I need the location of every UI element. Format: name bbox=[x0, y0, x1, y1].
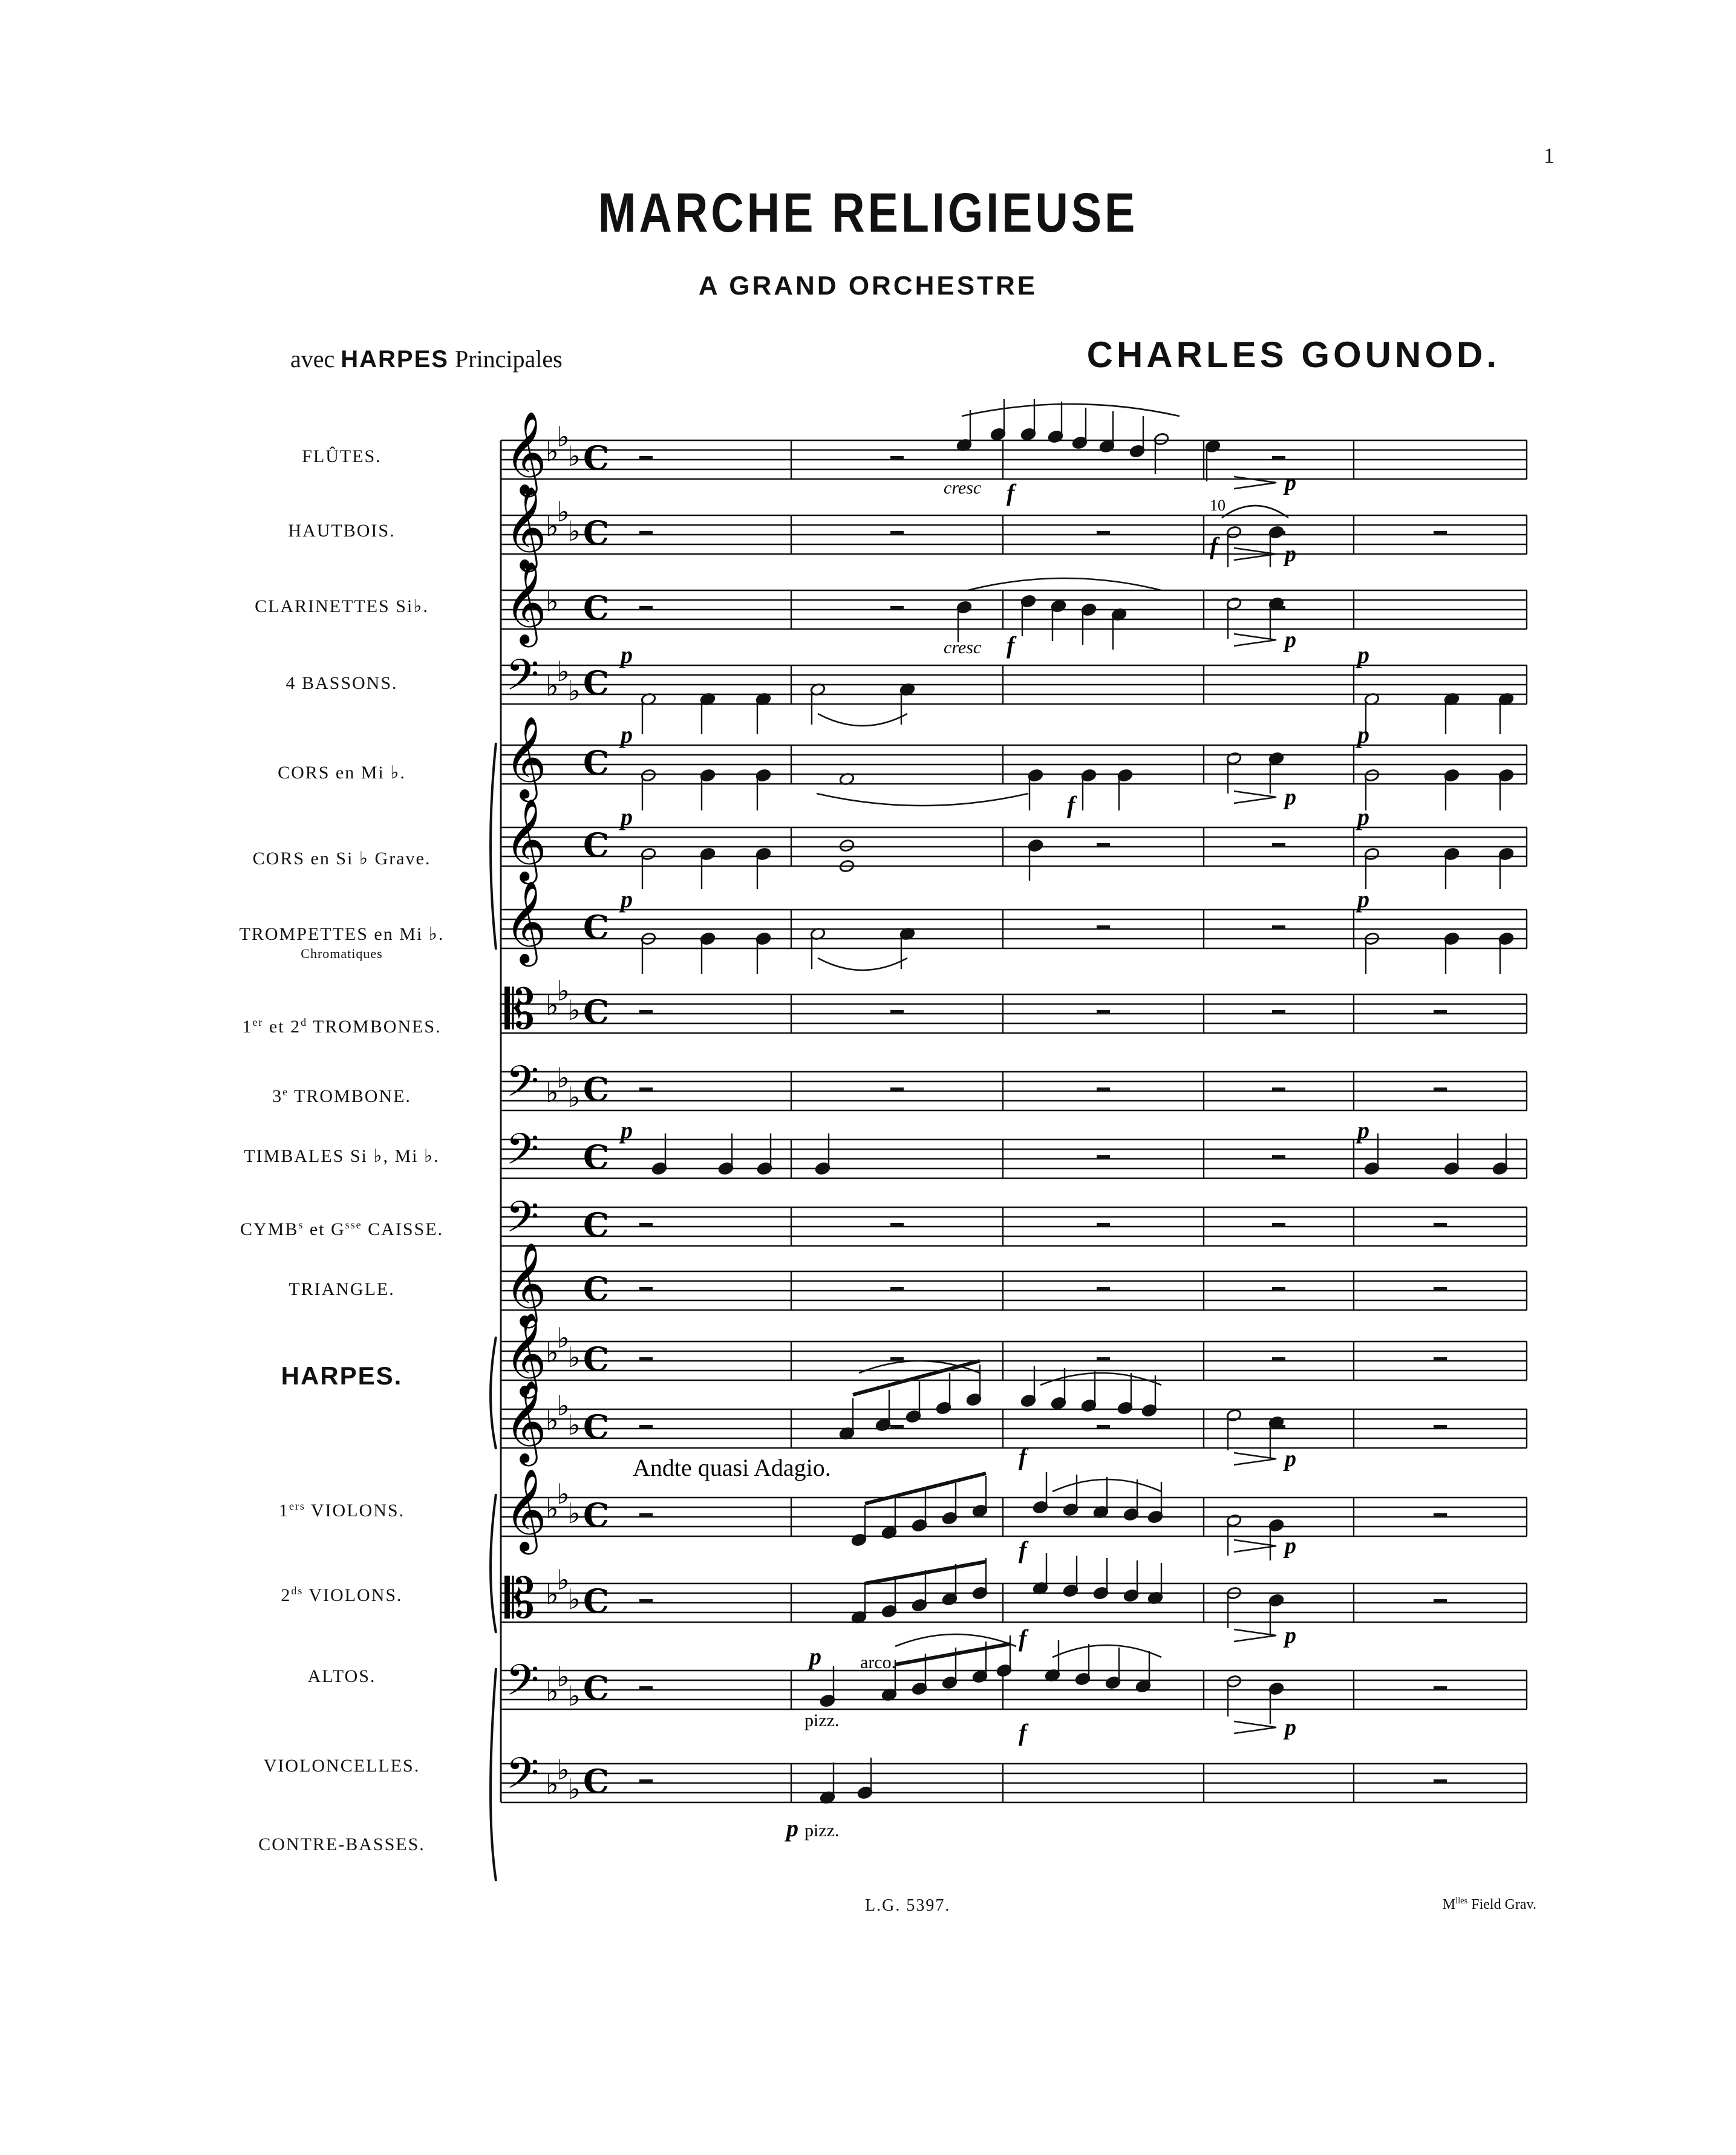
dynamic-p: p bbox=[1285, 1623, 1296, 1648]
whole-rest bbox=[639, 606, 653, 610]
note bbox=[1226, 752, 1242, 794]
harp-brace bbox=[491, 1337, 496, 1449]
whole-rest bbox=[1434, 531, 1447, 535]
note bbox=[1072, 408, 1088, 449]
note bbox=[1123, 1479, 1139, 1521]
staff bbox=[501, 1192, 1527, 1253]
dedication-suffix: Principales bbox=[454, 345, 563, 373]
alto-clef-icon: 𝄡 bbox=[504, 978, 535, 1042]
note bbox=[755, 693, 771, 734]
whole-rest bbox=[1097, 1010, 1110, 1014]
whole-rest bbox=[1272, 1357, 1285, 1361]
treble-clef-icon: 𝄞 bbox=[504, 1379, 547, 1462]
pizz-marking: pizz. bbox=[804, 1710, 840, 1730]
bass-clef-icon: 𝄢 bbox=[506, 1124, 540, 1185]
note bbox=[1226, 597, 1242, 639]
dynamic-p: p bbox=[1285, 627, 1296, 653]
whole-rest bbox=[1434, 1287, 1447, 1291]
staff bbox=[501, 1749, 1527, 1809]
common-time-icon: C bbox=[583, 438, 609, 477]
dynamic-p: p bbox=[1285, 1715, 1296, 1740]
instrument-label: CONTRE-BASSES. bbox=[258, 1834, 425, 1854]
dynamic-f: f bbox=[1019, 1443, 1027, 1470]
note bbox=[1226, 1514, 1242, 1556]
flat-sign-icon: ♭ bbox=[556, 974, 570, 1007]
common-time-icon: C bbox=[583, 1340, 609, 1378]
bass-clef-icon: 𝄢 bbox=[506, 1749, 540, 1809]
flat-sign-icon: ♭ bbox=[556, 1061, 570, 1094]
violins-bracket bbox=[491, 1494, 496, 1633]
whole-rest bbox=[1097, 531, 1110, 535]
flat-sign-icon: ♭ bbox=[567, 1409, 581, 1441]
whole-rest bbox=[1272, 925, 1285, 929]
dynamic-f: f bbox=[1019, 1719, 1027, 1746]
page-number: 1 bbox=[1544, 143, 1555, 168]
dynamic-f: f bbox=[1210, 532, 1218, 559]
staff bbox=[501, 797, 1527, 884]
common-time-icon: C bbox=[583, 993, 609, 1031]
dynamic-p: p bbox=[809, 1643, 821, 1670]
bass-clef-icon: 𝄢 bbox=[506, 1057, 540, 1117]
flat-sign-icon: ♭ bbox=[567, 1583, 581, 1615]
treble-clef-icon: 𝄞 bbox=[504, 1311, 547, 1395]
notehead bbox=[839, 839, 855, 853]
instrument-label: HARPES. bbox=[281, 1361, 403, 1390]
dynamic-p: p bbox=[1285, 541, 1296, 567]
common-time-icon: C bbox=[583, 663, 609, 702]
dynamic-p: p bbox=[1285, 784, 1296, 810]
whole-rest bbox=[1097, 925, 1110, 929]
treble-clef-icon: 𝄞 bbox=[504, 1467, 547, 1551]
staff bbox=[501, 1379, 1527, 1466]
dynamic-p: p bbox=[1357, 641, 1369, 668]
common-time-icon: C bbox=[583, 1205, 609, 1244]
flat-sign-icon: ♭ bbox=[546, 670, 559, 702]
whole-rest bbox=[639, 1010, 653, 1014]
note bbox=[1135, 1651, 1151, 1693]
slur bbox=[818, 714, 907, 726]
staff bbox=[501, 1311, 1527, 1398]
instrument-label: HAUTBOIS. bbox=[288, 521, 396, 541]
whole-rest bbox=[1272, 1287, 1285, 1291]
note bbox=[881, 1498, 897, 1539]
flat-sign-icon: ♭ bbox=[546, 435, 559, 468]
flat-sign-icon: ♭ bbox=[556, 655, 570, 688]
note bbox=[1105, 1648, 1121, 1689]
staff bbox=[501, 715, 1527, 802]
whole-rest bbox=[1434, 1357, 1447, 1361]
note bbox=[1205, 440, 1221, 481]
flat-sign-icon: ♭ bbox=[567, 515, 581, 547]
flat-sign-icon: ♭ bbox=[556, 420, 570, 453]
instrument-label: FLÛTES. bbox=[302, 446, 382, 466]
note bbox=[700, 693, 716, 734]
bass-clef-icon: 𝄢 bbox=[506, 1655, 540, 1716]
instrument-label: 3e TROMBONE. bbox=[272, 1086, 411, 1106]
slur bbox=[968, 578, 1161, 590]
plate-number: L.G. 5397. bbox=[865, 1896, 951, 1915]
alto-clef-icon: 𝄡 bbox=[504, 1567, 535, 1631]
common-time-icon: C bbox=[583, 1138, 609, 1176]
common-time-icon: C bbox=[583, 743, 609, 782]
engraver-credit: $M^{lles}$ Field Grav. bbox=[1442, 1896, 1536, 1912]
instrument-label: 1ers VIOLONS. bbox=[278, 1500, 405, 1521]
dynamic-p: p bbox=[621, 1117, 633, 1144]
whole-rest bbox=[890, 1357, 904, 1361]
flat-sign-icon: ♭ bbox=[546, 510, 559, 543]
dedication-prefix: avec bbox=[290, 345, 335, 373]
whole-rest bbox=[639, 1223, 653, 1227]
common-time-icon: C bbox=[583, 1407, 609, 1446]
note bbox=[1048, 402, 1063, 443]
flat-sign-icon: ♭ bbox=[556, 1660, 570, 1693]
dynamic-p: p bbox=[621, 641, 633, 668]
instrument-label: CORS en Mi ♭. bbox=[278, 763, 406, 783]
slur bbox=[818, 958, 907, 970]
note bbox=[1268, 526, 1284, 567]
note bbox=[641, 693, 656, 734]
note bbox=[1364, 847, 1380, 889]
whole-rest bbox=[890, 1087, 904, 1091]
note bbox=[912, 1490, 927, 1532]
instrument-label: TRIANGLE. bbox=[289, 1279, 395, 1299]
flat-sign-icon: ♭ bbox=[556, 1322, 570, 1354]
note bbox=[1444, 932, 1460, 974]
whole-rest bbox=[1097, 1155, 1110, 1159]
note bbox=[755, 932, 771, 974]
slur bbox=[817, 794, 1028, 806]
whole-rest bbox=[1272, 1010, 1285, 1014]
common-time-icon: C bbox=[583, 513, 609, 552]
dynamic-p: p bbox=[621, 721, 633, 748]
whole-rest bbox=[639, 1513, 653, 1517]
instrument-label: ALTOS. bbox=[307, 1666, 376, 1686]
dynamic-f: f bbox=[1019, 1625, 1027, 1652]
subtitle: A GRAND ORCHESTRE bbox=[698, 271, 1038, 301]
note bbox=[881, 1576, 897, 1618]
instrument-label: CORS en Si ♭ Grave. bbox=[252, 849, 431, 869]
flat-sign-icon: ♭ bbox=[546, 989, 559, 1022]
note bbox=[755, 769, 771, 810]
flat-sign-icon: ♭ bbox=[567, 1341, 581, 1374]
common-time-icon: C bbox=[583, 1669, 609, 1707]
tempo-marking: Andte quasi Adagio. bbox=[633, 1454, 831, 1481]
instrument-label: TIMBALES Si ♭, Mi ♭. bbox=[244, 1146, 440, 1166]
instrument-label: 1er et 2$^d$ TROMBONES. bbox=[242, 1016, 442, 1037]
common-time-icon: C bbox=[583, 1762, 609, 1801]
strings-bracket bbox=[491, 1668, 496, 1881]
treble-clef-icon: 𝄞 bbox=[504, 560, 547, 644]
treble-clef-icon: 𝄞 bbox=[504, 715, 547, 798]
note bbox=[1498, 769, 1514, 810]
note bbox=[1268, 1519, 1284, 1560]
whole-rest bbox=[1434, 1779, 1447, 1783]
note bbox=[820, 1666, 835, 1707]
whole-rest bbox=[890, 1010, 904, 1014]
whole-rest bbox=[1097, 1287, 1110, 1291]
flat-sign-icon: ♭ bbox=[567, 1680, 581, 1712]
whole-rest bbox=[1434, 1223, 1447, 1227]
note bbox=[1226, 1409, 1242, 1450]
note bbox=[1117, 1373, 1133, 1415]
cresc-marking: cresc bbox=[944, 478, 982, 498]
note bbox=[990, 399, 1006, 441]
dynamic-p: p bbox=[1357, 721, 1369, 748]
note bbox=[1268, 1682, 1284, 1724]
note bbox=[1444, 693, 1460, 734]
whole-rest bbox=[1272, 1223, 1285, 1227]
whole-rest bbox=[1434, 1686, 1447, 1690]
note bbox=[1033, 1553, 1048, 1595]
beam bbox=[895, 1644, 1010, 1664]
slur bbox=[1052, 1645, 1161, 1657]
whole-rest bbox=[639, 1287, 653, 1291]
common-time-icon: C bbox=[583, 588, 609, 627]
whole-rest bbox=[890, 1287, 904, 1291]
instrument-label: TROMPETTES en Mi ♭. Chromatiques bbox=[239, 924, 445, 961]
dynamic-f: f bbox=[1007, 631, 1015, 659]
treble-clef-icon: 𝄞 bbox=[504, 797, 547, 881]
treble-clef-icon: 𝄞 bbox=[504, 1241, 547, 1325]
whole-rest bbox=[1434, 1087, 1447, 1091]
whole-rest bbox=[1272, 1087, 1285, 1091]
note bbox=[1498, 932, 1514, 974]
whole-rest bbox=[890, 1425, 904, 1429]
note bbox=[1154, 432, 1169, 474]
staff bbox=[501, 1655, 1527, 1716]
dynamic-p: p bbox=[1285, 470, 1296, 495]
slur bbox=[962, 404, 1180, 416]
flat-sign-icon: ♭ bbox=[546, 1578, 559, 1611]
flat-sign-icon: ♭ bbox=[567, 674, 581, 707]
dynamic-p: p bbox=[621, 885, 633, 913]
dynamic-p: p bbox=[1285, 1446, 1296, 1472]
whole-rest bbox=[639, 456, 653, 460]
whole-rest bbox=[639, 1087, 653, 1091]
whole-rest bbox=[890, 1223, 904, 1227]
whole-rest bbox=[1272, 456, 1285, 460]
dynamic-p: p bbox=[1357, 1117, 1369, 1144]
note bbox=[1498, 847, 1514, 889]
whole-rest bbox=[639, 531, 653, 535]
flat-sign-icon: ♭ bbox=[556, 1389, 570, 1422]
note bbox=[936, 1373, 951, 1415]
staff bbox=[501, 1124, 1527, 1185]
staff bbox=[501, 879, 1527, 967]
whole-rest bbox=[1434, 1425, 1447, 1429]
note bbox=[1226, 526, 1242, 567]
whole-rest bbox=[639, 1425, 653, 1429]
flat-sign-icon: ♭ bbox=[546, 1768, 559, 1801]
flat-sign-icon: ♭ bbox=[546, 1336, 559, 1369]
page-title: MARCHE RELIGIEUSE bbox=[598, 182, 1138, 244]
note bbox=[1063, 1556, 1078, 1597]
common-time-icon: C bbox=[583, 826, 609, 864]
dynamic-p: p bbox=[621, 803, 633, 830]
note bbox=[1075, 1644, 1091, 1686]
flat-sign-icon: ♭ bbox=[546, 1404, 559, 1436]
dynamic-f: f bbox=[1019, 1536, 1027, 1563]
whole-rest bbox=[1272, 1155, 1285, 1159]
flat-sign-icon: ♭ bbox=[556, 1753, 570, 1786]
note bbox=[1117, 769, 1133, 810]
note bbox=[1141, 1375, 1157, 1417]
note bbox=[1028, 839, 1043, 881]
flat-sign-icon: ♭ bbox=[546, 1675, 559, 1707]
staff bbox=[501, 650, 1527, 711]
treble-clef-icon: 𝄞 bbox=[504, 410, 547, 494]
note bbox=[942, 1483, 958, 1525]
flat-sign-icon: ♭ bbox=[546, 1492, 559, 1525]
staff bbox=[501, 1563, 1527, 1631]
note bbox=[839, 839, 855, 853]
note bbox=[1045, 1640, 1060, 1682]
instrument-label: $2^{ds}$ VIOLONS. bbox=[281, 1585, 403, 1605]
note bbox=[1081, 769, 1097, 810]
whole-rest bbox=[890, 531, 904, 535]
note bbox=[700, 769, 716, 810]
dynamic-f: f bbox=[1067, 791, 1075, 818]
whole-rest bbox=[639, 1686, 653, 1690]
whole-rest bbox=[890, 456, 904, 460]
note bbox=[1123, 1560, 1139, 1602]
note bbox=[1020, 1366, 1036, 1407]
whole-rest bbox=[1434, 1599, 1447, 1603]
tuplet-number: 10 bbox=[1210, 497, 1225, 514]
treble-clef-icon: 𝄞 bbox=[504, 485, 547, 569]
bass-clef-icon: 𝄢 bbox=[506, 650, 540, 711]
note bbox=[1268, 1594, 1284, 1635]
slur bbox=[1040, 1373, 1161, 1385]
common-time-icon: C bbox=[583, 1070, 609, 1109]
whole-rest bbox=[639, 1357, 653, 1361]
whole-rest bbox=[890, 606, 904, 610]
note bbox=[1081, 1371, 1097, 1412]
flat-sign-icon: ♭ bbox=[546, 585, 559, 618]
common-time-icon: C bbox=[583, 908, 609, 947]
pizz-marking: pizz. bbox=[804, 1821, 840, 1840]
composer-name: CHARLES GOUNOD. bbox=[1086, 334, 1500, 375]
common-time-icon: C bbox=[583, 1270, 609, 1308]
flat-sign-icon: ♭ bbox=[546, 1076, 559, 1109]
note bbox=[700, 847, 716, 889]
note bbox=[1051, 599, 1066, 641]
common-time-icon: C bbox=[583, 1582, 609, 1620]
dynamic-f: f bbox=[1007, 479, 1015, 506]
flat-sign-icon: ♭ bbox=[567, 1773, 581, 1805]
note bbox=[1099, 411, 1115, 453]
note bbox=[1051, 1368, 1066, 1410]
note bbox=[1063, 1475, 1078, 1516]
dynamic-p: p bbox=[1285, 1533, 1296, 1559]
note bbox=[1444, 769, 1460, 810]
staff bbox=[501, 1241, 1527, 1328]
whole-rest bbox=[1097, 1425, 1110, 1429]
arco-marking: arco. bbox=[860, 1652, 896, 1672]
note bbox=[1444, 847, 1460, 889]
bass-clef-icon: 𝄢 bbox=[506, 1192, 540, 1253]
note bbox=[1028, 769, 1043, 810]
instrument-label: 4 BASSONS. bbox=[286, 673, 398, 693]
whole-rest bbox=[1097, 1223, 1110, 1227]
instrument-label: CLARINETTES Si♭. bbox=[255, 596, 429, 616]
note bbox=[1147, 1482, 1163, 1524]
staff bbox=[501, 974, 1527, 1042]
dynamic-p: p bbox=[786, 1814, 798, 1842]
note bbox=[956, 601, 972, 642]
treble-clef-icon: 𝄞 bbox=[504, 879, 547, 963]
note bbox=[1093, 1558, 1109, 1600]
flat-sign-icon: ♭ bbox=[567, 440, 581, 472]
whole-rest bbox=[1097, 1087, 1110, 1091]
flat-sign-icon: ♭ bbox=[567, 994, 581, 1026]
flat-sign-icon: ♭ bbox=[567, 1497, 581, 1530]
note bbox=[1020, 595, 1036, 636]
note bbox=[875, 1390, 891, 1432]
whole-rest bbox=[1434, 1010, 1447, 1014]
note bbox=[851, 1505, 867, 1547]
common-time-icon: C bbox=[583, 1496, 609, 1534]
whole-rest bbox=[639, 1599, 653, 1603]
flat-sign-icon: ♭ bbox=[556, 1478, 570, 1510]
whole-rest bbox=[1097, 1357, 1110, 1361]
note bbox=[1268, 752, 1284, 794]
note bbox=[1268, 597, 1284, 639]
note bbox=[755, 847, 771, 889]
note bbox=[1081, 603, 1097, 645]
horns-bracket bbox=[491, 743, 496, 950]
note bbox=[1033, 1472, 1048, 1514]
flat-sign-icon: ♭ bbox=[567, 1081, 581, 1113]
dynamic-p: p bbox=[1357, 885, 1369, 913]
note bbox=[700, 932, 716, 974]
note bbox=[972, 1476, 988, 1518]
whole-rest bbox=[1434, 1513, 1447, 1517]
flat-sign-icon: ♭ bbox=[556, 1563, 570, 1596]
dedication-bold: HARPES bbox=[341, 346, 449, 373]
whole-rest bbox=[1097, 843, 1110, 847]
instrument-label: CYMB$^s$ et $G^{sse}$ CAISSE. bbox=[240, 1219, 444, 1239]
dynamic-p: p bbox=[1357, 803, 1369, 830]
note bbox=[641, 847, 656, 889]
flat-sign-icon: ♭ bbox=[556, 495, 570, 528]
staff bbox=[501, 1057, 1527, 1117]
whole-rest bbox=[639, 1779, 653, 1783]
note bbox=[1129, 416, 1145, 458]
note bbox=[1268, 1416, 1284, 1458]
cresc-marking: cresc bbox=[944, 637, 982, 657]
note bbox=[906, 1381, 921, 1423]
instrument-label: VIOLONCELLES. bbox=[263, 1756, 420, 1776]
note bbox=[1498, 693, 1514, 734]
whole-rest bbox=[1272, 843, 1285, 847]
